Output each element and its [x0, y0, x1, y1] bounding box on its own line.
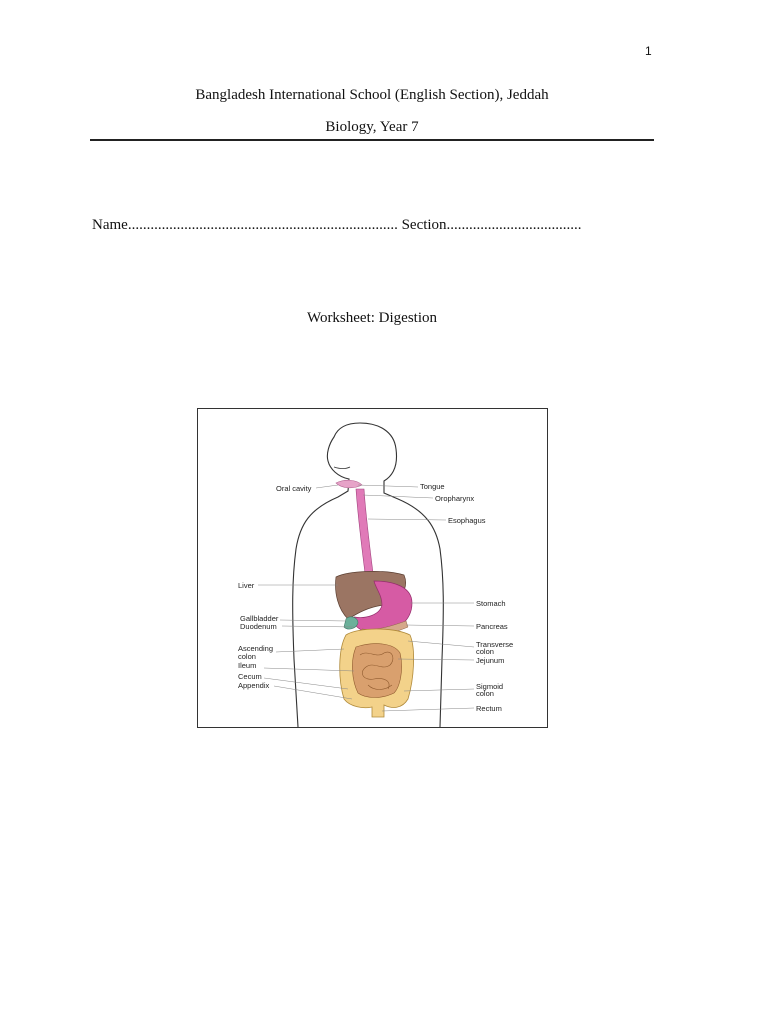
label-appendix: Appendix: [238, 681, 270, 690]
tongue-shape: [336, 480, 362, 488]
diagram-drawing: [198, 409, 547, 727]
digestive-system-diagram: [197, 408, 548, 728]
header-rule: [90, 139, 654, 141]
label-ascending: Ascending: [238, 644, 274, 653]
name-section-line: Name........................................................................ Section....................................: [92, 217, 582, 233]
label-sigmoid-colon: colon: [476, 689, 494, 698]
label-oropharynx: Oropharynx: [435, 494, 475, 503]
label-transverse: Transverse: [476, 640, 514, 649]
worksheet-title: Worksheet: Digestion: [306, 310, 438, 326]
gallbladder-shape: [344, 617, 358, 629]
label-ascending-colon: colon: [238, 652, 256, 661]
subject-line: Biology, Year 7: [325, 119, 419, 135]
label-duodenum: Duodenum: [240, 622, 277, 631]
label-ileum: Ileum: [238, 661, 257, 670]
label-jejunum: Jejunum: [476, 656, 505, 665]
esophagus-shape: [356, 489, 374, 581]
label-esophagus: Esophagus: [448, 516, 486, 525]
page-number: 1: [645, 44, 652, 58]
label-stomach: Stomach: [476, 599, 506, 608]
label-rectum: Rectum: [476, 704, 502, 713]
label-tongue: Tongue: [420, 482, 445, 491]
label-oral-cavity: Oral cavity: [276, 484, 312, 493]
label-pancreas: Pancreas: [476, 622, 508, 631]
label-liver: Liver: [238, 581, 255, 590]
school-name: Bangladesh International School (English Section), Jeddah: [195, 87, 549, 103]
mouth-profile: [334, 467, 350, 469]
label-cecum: Cecum: [238, 672, 262, 681]
label-sigmoid: Sigmoid: [476, 682, 504, 691]
label-gallbladder: Gallbladder: [240, 614, 279, 623]
label-transverse-colon: colon: [476, 647, 494, 656]
